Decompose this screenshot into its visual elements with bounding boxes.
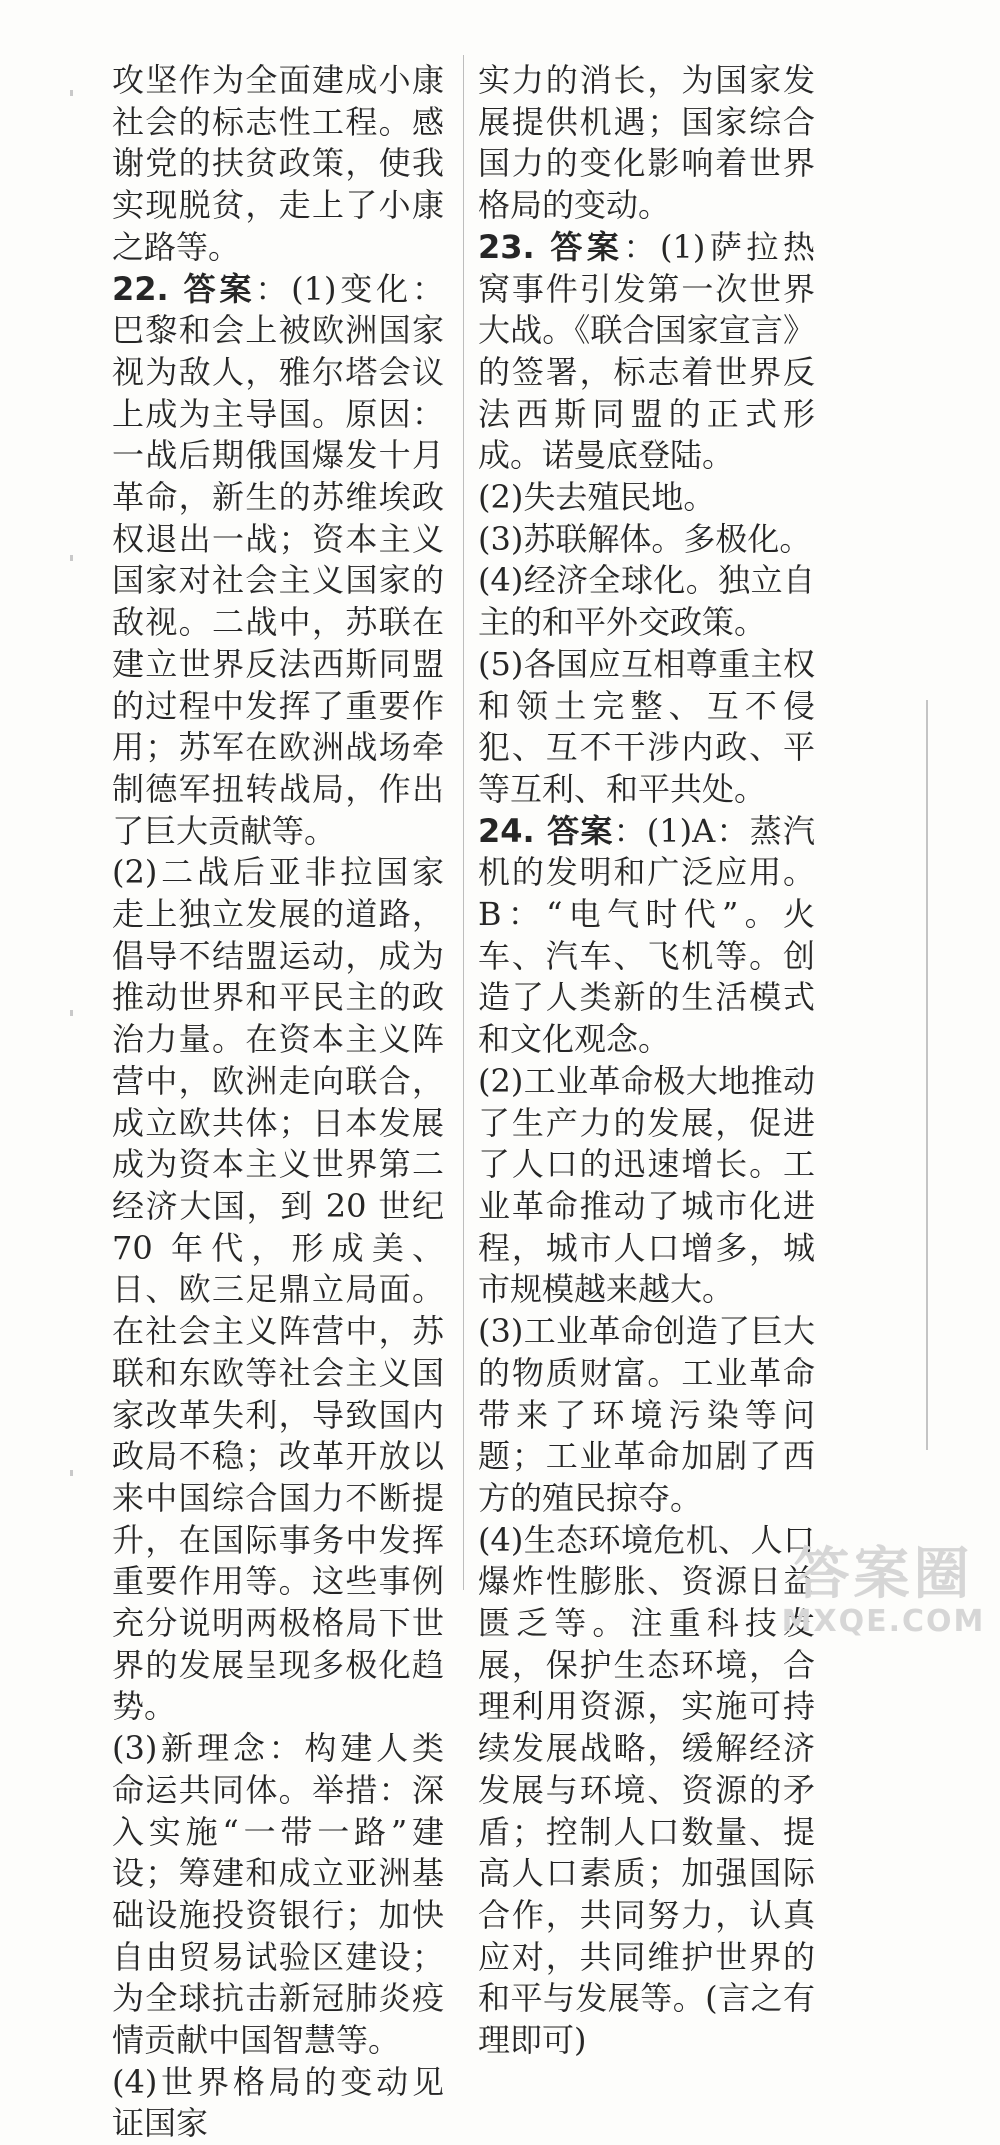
question-number-24: 24. 答案	[478, 811, 614, 850]
answer-24-part1-text: ：(1)A：蒸汽机的发明和广泛应用。B：“电气时代”。火车、汽车、飞机等。创造了人类新的生活模式和文化观念。	[478, 811, 815, 1059]
margin-mark	[70, 555, 73, 561]
answer-22-part2: (2)二战后亚非拉国家走上独立发展的道路，倡导不结盟运动，成为推动世界和平民主的政治力量。在资本主义阵营中，欧洲走向联合，成立欧共体；日本发展成为资本主义世界第二经济大国，到 20 世纪 70 年代，形成美、日、欧三足鼎立局面。在社会主义阵营中，苏联和东欧等社会主义国家改革失利，导致国内政局不稳；改革开放以来中国综合国力不断提升，在国际事务中发挥重要作用等。这些事例充分说明两极格局下世界的发展呈现多极化趋势。	[112, 853, 444, 1726]
answer-23-part2: (2)失去殖民地。	[478, 478, 716, 517]
question-number-23: 23. 答案	[478, 227, 624, 266]
answer-23-part1-text: ：(1)萨拉热窝事件引发第一次世界大战。《联合国家宣言》的签署，标志着世界反法西斯同盟的正式形成。诺曼底登陆。	[478, 227, 815, 475]
answer-22-part1	[112, 269, 444, 853]
answer-23-part3: (3)苏联解体。多极化。	[478, 519, 812, 558]
watermark-site-text: MXQE.COM	[781, 1604, 986, 1639]
right-column	[478, 60, 815, 2062]
column-divider	[463, 55, 464, 1590]
margin-mark	[70, 1470, 73, 1476]
watermark-logo	[781, 1542, 986, 1645]
answer-23-part5: (5)各国应互相尊重主权和领土完整、互不侵犯、互不干涉内政、平等互利、和平共处。	[478, 644, 815, 808]
watermark-main-text: 答案圈	[793, 1542, 974, 1607]
answer-24-part3: (3)工业革命创造了巨大的物质财富。工业革命带来了环境污染等问题；工业革命加剧了西方的殖民掠夺。	[478, 1312, 815, 1517]
answer-22-part4-start: (4)世界格局的变动见证国家	[112, 2062, 444, 2143]
page-edge-line	[926, 700, 928, 1450]
margin-mark	[70, 90, 73, 96]
answer-22-part4-end: 实力的消长，为国家发展提供机遇；国家综合国力的变化影响着世界格局的变动。	[478, 61, 815, 225]
answer-continuation: 攻坚作为全面建成小康社会的标志性工程。感谢党的扶贫政策，使我实现脱贫，走上了小康之路等。	[112, 61, 444, 266]
answer-23-part1	[478, 227, 815, 477]
answer-24-part1	[478, 811, 815, 1061]
answer-23-part4: (4)经济全球化。独立自主的和平外交政策。	[478, 561, 815, 642]
answer-24-part2: (2)工业革命极大地推动了生产力的发展，促进了人口的迅速增长。工业革命推动了城市化进程，城市人口增多，城市规模越来越大。	[478, 1061, 815, 1309]
answer-24-part4: (4)生态环境危机、人口爆炸性膨胀、资源日益匮乏等。注重科技发展，保护生态环境，合理利用资源，实施可持续发展战略，缓解经济发展与环境、资源的矛盾；控制人口数量、提高人口素质；加强国际合作，共同努力，认真应对，共同维护世界的和平与发展等。(言之有理即可)	[478, 1520, 815, 2060]
answer-22-part1-text: ：(1)变化：巴黎和会上被欧洲国家视为敌人，雅尔塔会议上成为主导国。原因：一战后期俄国爆发十月革命，新生的苏维埃政权退出一战；资本主义国家对社会主义国家的敌视。二战中，苏联在建立世界反法西斯同盟的过程中发挥了重要作用；苏军在欧洲战场牵制德军扭转战局，作出了巨大贡献等。	[112, 269, 444, 850]
margin-mark	[70, 1010, 73, 1016]
left-column	[112, 60, 444, 2145]
question-number-22: 22. 答案	[112, 269, 256, 308]
answer-22-part3: (3)新理念：构建人类命运共同体。举措：深入实施“一带一路”建设；筹建和成立亚洲基础设施投资银行；加快自由贸易试验区建设；为全球抗击新冠肺炎疫情贡献中国智慧等。	[112, 1729, 444, 2060]
